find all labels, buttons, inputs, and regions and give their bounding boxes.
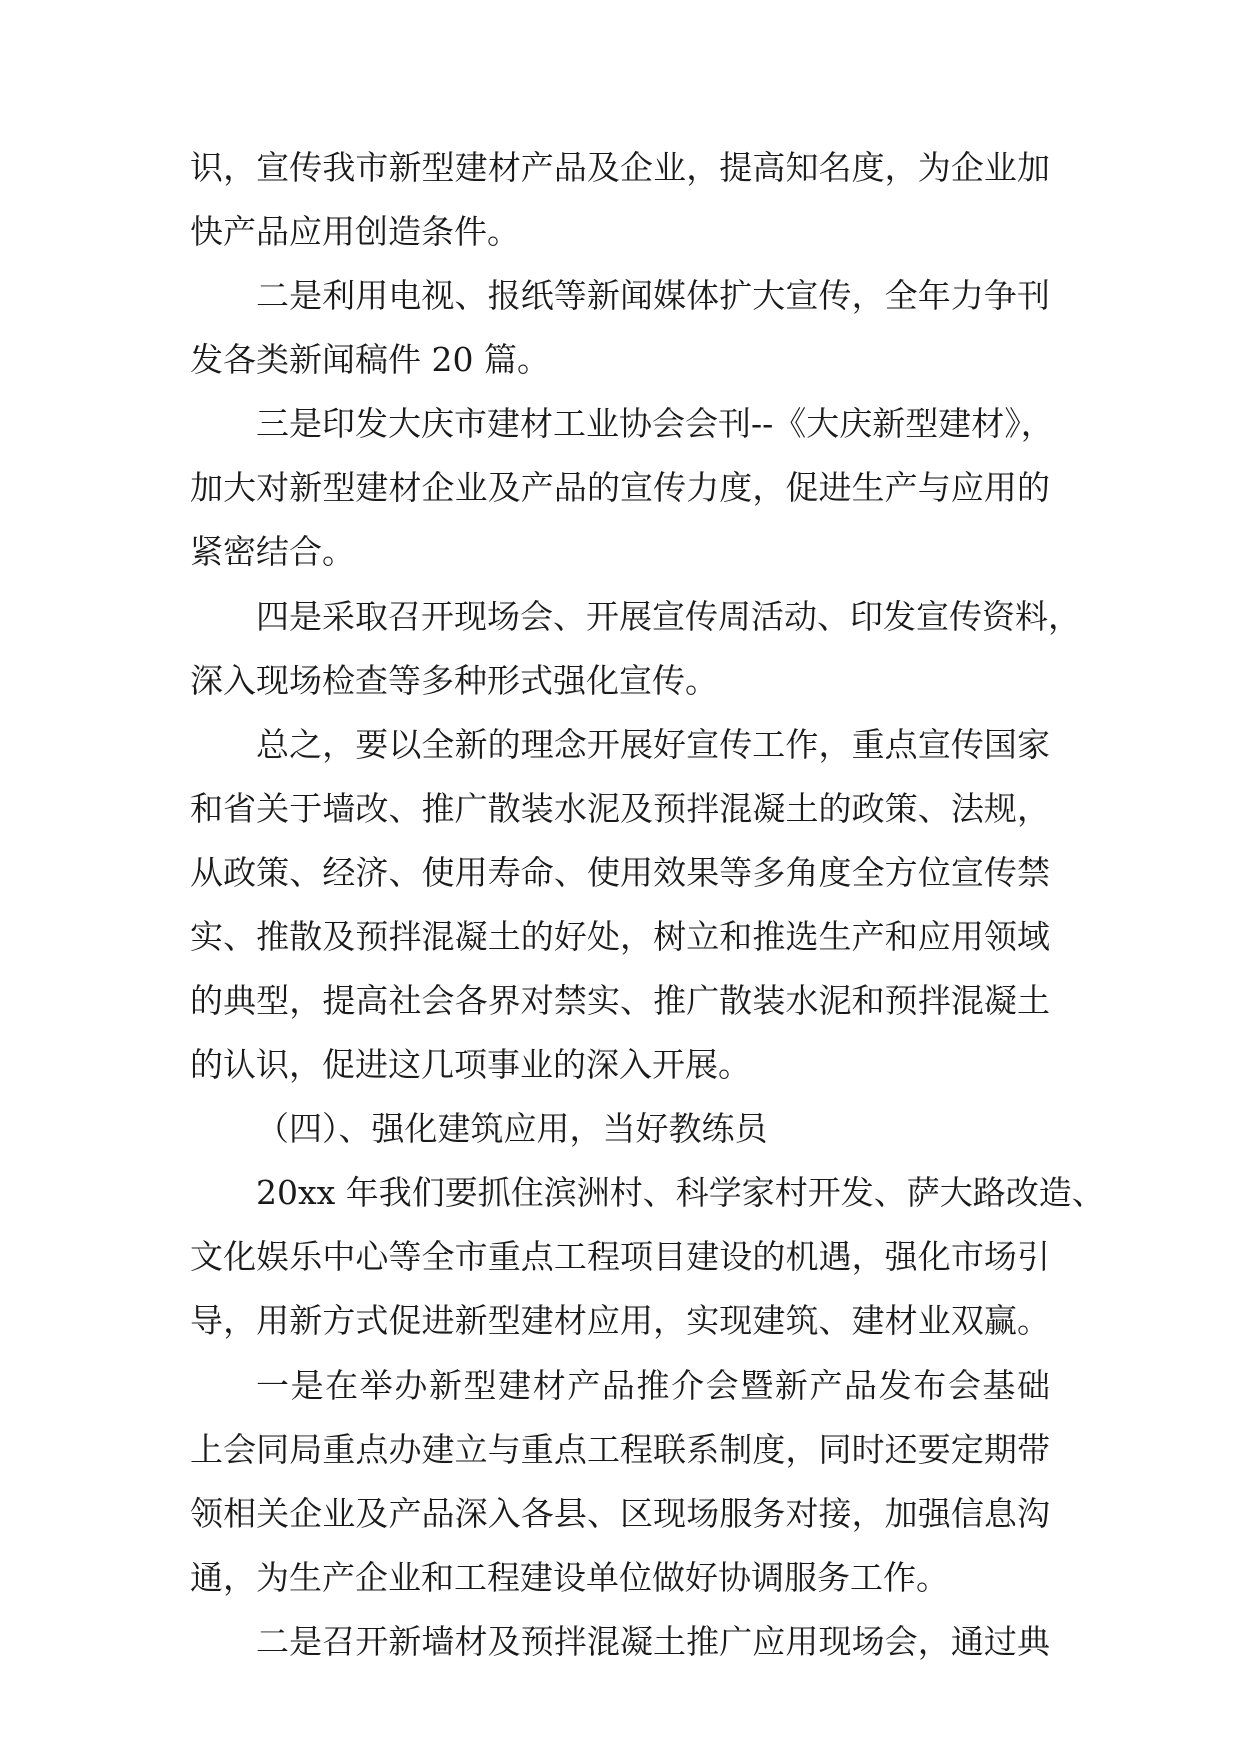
body-text-line: 加大对新型建材企业及产品的宣传力度，促进生产与应用的 <box>190 468 1050 507</box>
body-text-line: 实、推散及预拌混凝土的好处，树立和推选生产和应用领域 <box>190 917 1050 956</box>
body-text-line: 通，为生产企业和工程建设单位做好协调服务工作。 <box>190 1558 949 1597</box>
body-text-line: 领相关企业及产品深入各县、区现场服务对接，加强信息沟 <box>190 1494 1050 1533</box>
body-text-line: 导，用新方式促进新型建材应用，实现建筑、建材业双赢。 <box>190 1301 1050 1340</box>
section-heading: （四）、强化建筑应用，当好教练员 <box>256 1109 768 1148</box>
body-text-line: 发各类新闻稿件 20 篇。 <box>190 340 550 379</box>
body-text-line: 的典型，提高社会各界对禁实、推广散装水泥和预拌混凝土 <box>190 981 1050 1020</box>
body-text-line: 一是在举办新型建材产品推介会暨新产品发布会基础 <box>256 1366 1050 1405</box>
body-text-line: 深入现场检查等多种形式强化宣传。 <box>190 661 718 700</box>
body-text-line: 紧密结合。 <box>190 532 355 571</box>
body-text-line: 快产品应用创造条件。 <box>190 212 520 251</box>
body-text-line: 识，宣传我市新型建材产品及企业，提高知名度，为企业加 <box>190 148 1050 187</box>
body-text-line: 20xx 年我们要抓住滨洲村、科学家村开发、萨大路改造、 <box>256 1173 1105 1212</box>
body-text-line: 三是印发大庆市建材工业协会会刊--《大庆新型建材》， <box>256 404 1054 443</box>
body-text-line: 和省关于墙改、推广散装水泥及预拌混凝土的政策、法规， <box>190 789 1050 828</box>
body-text-line: 上会同局重点办建立与重点工程联系制度，同时还要定期带 <box>190 1430 1050 1469</box>
body-text-line: 文化娱乐中心等全市重点工程项目建设的机遇，强化市场引 <box>190 1237 1050 1276</box>
body-text-line: 总之，要以全新的理念开展好宣传工作，重点宣传国家 <box>256 725 1050 764</box>
body-text-line: 二是召开新墙材及预拌混凝土推广应用现场会，通过典 <box>256 1622 1050 1661</box>
body-text-line: 的认识，促进这几项事业的深入开展。 <box>190 1045 751 1084</box>
body-text-line: 从政策、经济、使用寿命、使用效果等多角度全方位宣传禁 <box>190 853 1050 892</box>
body-text-line: 二是利用电视、报纸等新闻媒体扩大宣传，全年力争刊 <box>256 276 1050 315</box>
body-text-line: 四是采取召开现场会、开展宣传周活动、印发宣传资料， <box>256 597 1081 636</box>
